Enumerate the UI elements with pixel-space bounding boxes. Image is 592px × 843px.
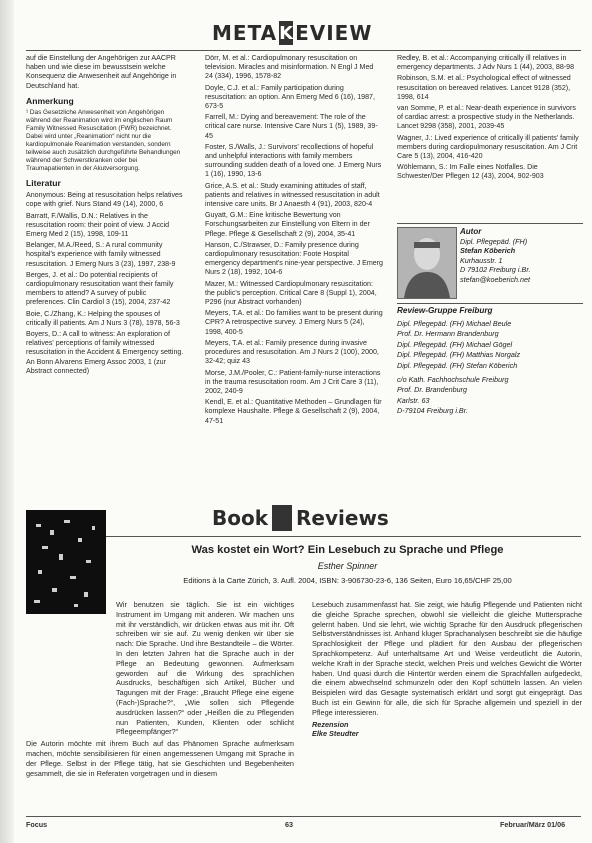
reference-item: Berges, J. et al.: Do potential recipients of cardiopulmonary resuscitation want their family members to attend? A survey of public preferences. Clin Cardiol 3 (15), 2004, 237-42 <box>26 270 174 307</box>
book-publication-info: Editions à la Carte Zürich, 3. Aufl. 2004, ISBN: 3-906730-23-6, 136 Seiten, Euro 16,65/CHF 25,00 <box>183 576 512 585</box>
book-reviews-left: Book <box>212 506 269 530</box>
book-cover-image <box>26 510 106 614</box>
reference-item: Redley, B. et al.: Accompanying critically ill relatives in emergency departments. J Adv Nurs 1 (44), 2003, 88-98 <box>397 54 575 72</box>
review-signature-label: Rezension <box>312 719 349 729</box>
reference-item: Belanger, M.A./Reed, S.: A rural community hospital's experience with family witnessed resuscitation. J Emerg Nurs 3 (23), 1997, 238-9 <box>26 241 176 268</box>
logo-letter-box: K <box>279 22 294 44</box>
review-paragraph: Die Autorin möchte mit ihrem Buch auf das Phänomen Sprache aufmerksam machen, möchte sensibilisieren für einen angemessenen Umgang mit Sprache in der Pflege. Selbst in der Pflege tätig, hat sie Geschichten und Begebenheiten gesammelt, die sie in Referaten vorgetragen und in diesem <box>26 739 294 778</box>
review-group-line: Dipl. Pflegepäd. (FH) Matthias Norgalz <box>397 350 521 360</box>
reference-item: Robinson, S.M. et al.: Psychological effect of witnessed resuscitation on bereaved relatives. Lancet 9128 (352), 1998, 614 <box>397 74 571 101</box>
reference-item: Boyers, D.: A call to witness: An exploration of relatives' perceptions of family witnessed resuscitation in the Accident & Emergency setting. An Bonn Alvarens Emerg Assoc 2003, 1 (zur Abstract connected) <box>26 330 184 375</box>
reference-item: Doyle, C.J. et al.: Family participation during resuscitation: an option. Ann Emerg Med 6 (16), 1987, 673-5 <box>205 83 375 111</box>
book-reviews-logo <box>212 503 389 533</box>
author-name: Stefan Köberich <box>460 246 516 256</box>
review-group-line: Dipl. Pflegepäd. (FH) Stefan Köberich <box>397 360 518 370</box>
reference-item: Meyers, T.A. et al.: Family presence during invasive procedures and resuscitation. Am J Nurs 2 (100), 2000, 32-42; quiz 43 <box>205 338 379 366</box>
reference-item: Kendl, E. et al.: Quantitative Methoden – Grundlagen für komplexe Haushalte. Pflege & Gesellschaft 2 (9), 2004, 47-51 <box>205 398 382 425</box>
reference-item: Wöhlemann, S.: Im Falle eines Notfalles. Die Schwester/Der Pflegen 12 (43), 2004, 902-903 <box>397 163 544 181</box>
review-group-heading: Review-Gruppe Freiburg <box>397 306 493 315</box>
reference-item: Meyers, T.A. et al.: Do families want to be present during CPR? A retrospective survey. J Emerg Nurs 5 (24), 1998, 400-5 <box>205 309 383 336</box>
reference-item: Foster, S./Walls, J.: Survivors' recollections of hopeful and unhelpful interactions with family members surrounding sudden death of a loved one. J Emerg Nurs 1 (16), 1990, 13-6 <box>205 142 382 179</box>
review-paragraph: Wir benutzen sie täglich. Sie ist ein wichtiges Instrument im Umgang mit anderen. Wir machen uns mit ihr verständlich, wir drücken etwas aus mit ihr. Oft schreiben wir sie auf. Zu wenig denken wir über sie nach: Die Sprache. Und ihre Bestandteile – die Wörter. In den letzten Jahren hat die Sprache auch in der Pflege an Bedeutung gewonnen. Aufmerksam geworden auf die Wirkung des sprachlichen Ausdrucks, beschäftigen sich Artikel, Bücher und Tagungen mit der Frage: „Braucht Pflege eine eigene (Fach-)Sprache?“, „Wie sollen sich Pflegende ausdrücken lassen?“ oder „Heißen die zu Pflegenden nun Patienten, Kunden, Klienten oder schlicht Pflegeempfänger?“ <box>116 600 294 737</box>
author-photo <box>397 227 457 299</box>
reference-item: Grice, A.S. et al.: Study examining attitudes of staff, patients and relatives in witnessed resuscitation in adult intensive care units. Br J Anaesth 4 (91), 2003, 820-4 <box>205 181 380 209</box>
author-email: stefan@koeberich.net <box>460 274 531 284</box>
review-group-line: Karlstr. 63 <box>397 395 430 405</box>
reference-item: Wagner, J.: Lived experience of critically ill patients' family members during cardiopulmonary resuscitation. Am J Crit Care 5 (13), 2004, 416-420 <box>397 133 579 161</box>
review-group <box>397 306 587 417</box>
logo-text-right: EVIEW <box>295 21 373 45</box>
author-line: Dipl. Pflegepäd. (FH) <box>460 236 528 246</box>
review-group-line: Prof. Dr. Hermann Brandenburg <box>397 329 499 339</box>
book-icon <box>272 505 292 531</box>
review-signature-name: Elke Steudter <box>312 729 359 739</box>
reference-item: Anonymous: Being at resuscitation helps relatives cope with grief. Nurs Stand 49 (14), 2000, 6 <box>26 191 183 209</box>
review-group-rule <box>397 303 583 304</box>
column-2 <box>205 54 383 428</box>
author-line: Kurhausstr. 1 <box>460 255 503 265</box>
reference-item: Barratt, F./Wallis, D.N.: Relatives in the resuscitation room: their point of view. J Accid Emerg Med 2 (15), 1998, 109-11 <box>26 211 170 239</box>
review-group-line: D-79104 Freiburg i.Br. <box>397 406 468 416</box>
reference-item: Dörr, M. et al.: Cardiopulmonary resuscitation on television. Miracles and misinformation. N Engl J Med 24 (334), 1996, 1578-82 <box>205 54 374 81</box>
book-title: Was kostet ein Wort? Ein Lesebuch zu Sprache und Pflege <box>191 544 504 556</box>
author-rule <box>397 223 583 224</box>
reference-item: Hanson, C./Strawser, D.: Family presence during cardiopulmonary resuscitation: Foote Hospital emergency department's nine-year perspective. J Emerg Nurs 2 (18), 1992, 104-6 <box>205 240 383 277</box>
reference-item: Boie, C./Zhang, K.: Helping the spouses of critically ill patients. Am J Nurs 3 (78), 1978, 56-3 <box>26 309 180 327</box>
reference-item: Guyatt, G.M.: Eine kritische Bewertung von Forschungsarbeiten zur Einstellung von Eltern in der Pflege. Pflege & Gesellschaft 2 (9), 2004, 35-41 <box>205 211 370 238</box>
page-number: 63 <box>285 820 293 829</box>
reference-item: Mazer, M.: Witnessed Cardiopulmonary resuscitation: the public's perception. Critical Care 8 (Suppl 1), 2004, P296 (nur Abstract vorhanden) <box>205 279 377 307</box>
header-rule <box>26 50 581 51</box>
intro-text: auf die Einstellung der Angehörigen zur AACPR haben und wie diese im bewusstsein welche Konsequenz die Anwesenheit auf Angehörige in Deutschland hat. <box>26 54 177 90</box>
review-group-line: Prof. Dr. Brandenburg <box>397 385 468 395</box>
literature-heading: Literatur <box>26 178 61 189</box>
meta-review-logo <box>212 18 372 48</box>
author-box <box>460 227 588 285</box>
author-line: D 79102 Freiburg i.Br. <box>460 265 531 275</box>
reference-item: van Somme, P. et al.: Near-death experience in survivors of cardiac arrest: a prospective study in the Netherlands. Lancet 9298 (358), 2001, 2039-45 <box>397 104 576 131</box>
page-fold-shadow <box>0 0 14 843</box>
review-group-line: Dipl. Pflegepäd. (FH) Michael Beule <box>397 318 512 328</box>
book-reviews-rule <box>26 536 581 537</box>
footer-section: Focus <box>26 820 48 829</box>
review-column-right <box>312 600 582 739</box>
annotation-heading: Anmerkung <box>26 95 74 106</box>
review-paragraph: Lesebuch zusammenfasst hat. Sie zeigt, wie häufig Pflegende und Patienten nicht die gleiche Sprache sprechen, obwohl sie vielleicht die gleiche Muttersprache gelernt haben. Und sie lehrt, wie wichtig Sprache für den Ausdruck pflegerischen Selbstverständnisses ist. Anhand kluger Sprachanalysen beschreibt sie die häufige Sprachlosigkeit der Pflege und plädiert für den Ausbau der pflegerischen Sprachkompetenz. Auf unterhaltsame Art und Weise verdeutlicht die Autorin, welche Kraft in der Sprache steckt, welchen Preis und welches Gewicht die Wörter haben. Und quasi durch die Hintertür werden einem die Sprachfallen aufgedeckt, die einem abwechselnd schmunzeln oder den Kopf schütteln lassen. An vielen Beispielen wird das Gesagte systematisch erklärt und sorgt gut eingeprägt. Das Buch ist ein Gewinn für alle, die sich für Sprache allgemein und speziell in der Pflege interessieren. <box>312 600 582 717</box>
review-group-line: Dipl. Pflegepäd. (FH) Michael Gögel <box>397 339 513 349</box>
book-reviews-right: Reviews <box>296 506 389 530</box>
book-author: Esther Spinner <box>317 561 378 571</box>
footer-issue: Februar/März 01/06 <box>500 820 566 829</box>
reference-item: Farrell, M.: Dying and bereavement: The role of the critical care nurse. Intensive Care Nurs 1 (5), 1989, 39-45 <box>205 113 378 140</box>
author-heading: Autor <box>460 227 482 236</box>
review-column-left <box>26 600 294 780</box>
column-1 <box>26 54 186 378</box>
review-group-line: c/o Kath. Fachhochschule Freiburg <box>397 374 509 384</box>
reference-item: Morse, J.M./Pooler, C.: Patient-family-nurse interactions in the trauma resuscitation room. Am J Crit Care 3 (11), 2002, 240-9 <box>205 368 381 395</box>
footer-rule <box>26 816 581 817</box>
annotation-text: ¹ Das Gesetzliche Anwesenheit von Angehörigen während der Reanimation wird im englischen Raum Family Witnessed Resuscitation (FWR) bezeichnet. Dabei wird unter „Reanimation“ nicht nur die kardiopulmonale Reanimation verstanden, sondern teilweise auch zusätzlich durchgeführte Behandlungen während der Schwerstkranken oder bei Traumapatienten in der Akutversorgung. <box>26 109 181 173</box>
logo-text-left: META <box>212 21 278 45</box>
column-3 <box>397 54 583 184</box>
